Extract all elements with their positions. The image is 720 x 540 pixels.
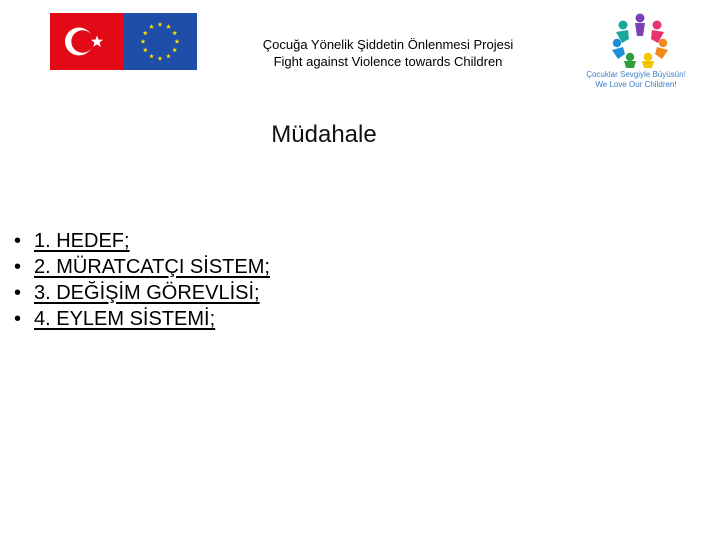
eu-star-icon	[143, 47, 148, 52]
list-item-text: 2. MÜRATCATÇI SİSTEM;	[34, 256, 270, 278]
eu-star-icon	[149, 24, 154, 29]
bullet-marker: •	[14, 256, 22, 278]
children-logo-icon	[608, 12, 672, 68]
slide-title: Müdahale	[271, 121, 377, 148]
project-header	[200, 36, 576, 70]
turkish-flag-icon	[50, 13, 124, 70]
eu-star-icon	[172, 30, 177, 35]
bullet-list	[14, 228, 270, 332]
list-item	[14, 306, 270, 332]
project-title-tr: Çocuğa Yönelik Şiddetin Önlenmesi Projesi	[262, 37, 514, 52]
eu-star-icon	[158, 56, 163, 61]
project-title-en: Fight against Violence towards Children	[273, 54, 503, 69]
eu-star-icon	[143, 30, 148, 35]
eu-star-icon	[141, 39, 146, 44]
logo-caption	[566, 70, 706, 90]
list-item	[14, 228, 270, 254]
list-item-text: 4. EYLEM SİSTEMİ;	[34, 308, 216, 330]
bullet-marker: •	[14, 308, 22, 330]
list-item	[14, 280, 270, 306]
bullet-marker: •	[14, 230, 22, 252]
eu-flag-icon	[123, 13, 197, 70]
list-item	[14, 254, 270, 280]
logo-caption-tr: Çocuklar Sevgiyle Büyüsün!	[586, 70, 686, 79]
eu-star-icon	[166, 24, 171, 29]
eu-star-icon	[172, 47, 177, 52]
bullet-marker: •	[14, 282, 22, 304]
eu-star-icon	[158, 22, 163, 27]
eu-star-icon	[175, 39, 180, 44]
eu-star-icon	[166, 54, 171, 59]
list-item-text: 3. DEĞİŞİM GÖREVLİSİ;	[34, 282, 260, 304]
logo-caption-en: We Love Our Children!	[595, 80, 677, 89]
list-item-text: 1. HEDEF;	[34, 230, 130, 252]
eu-star-icon	[149, 54, 154, 59]
